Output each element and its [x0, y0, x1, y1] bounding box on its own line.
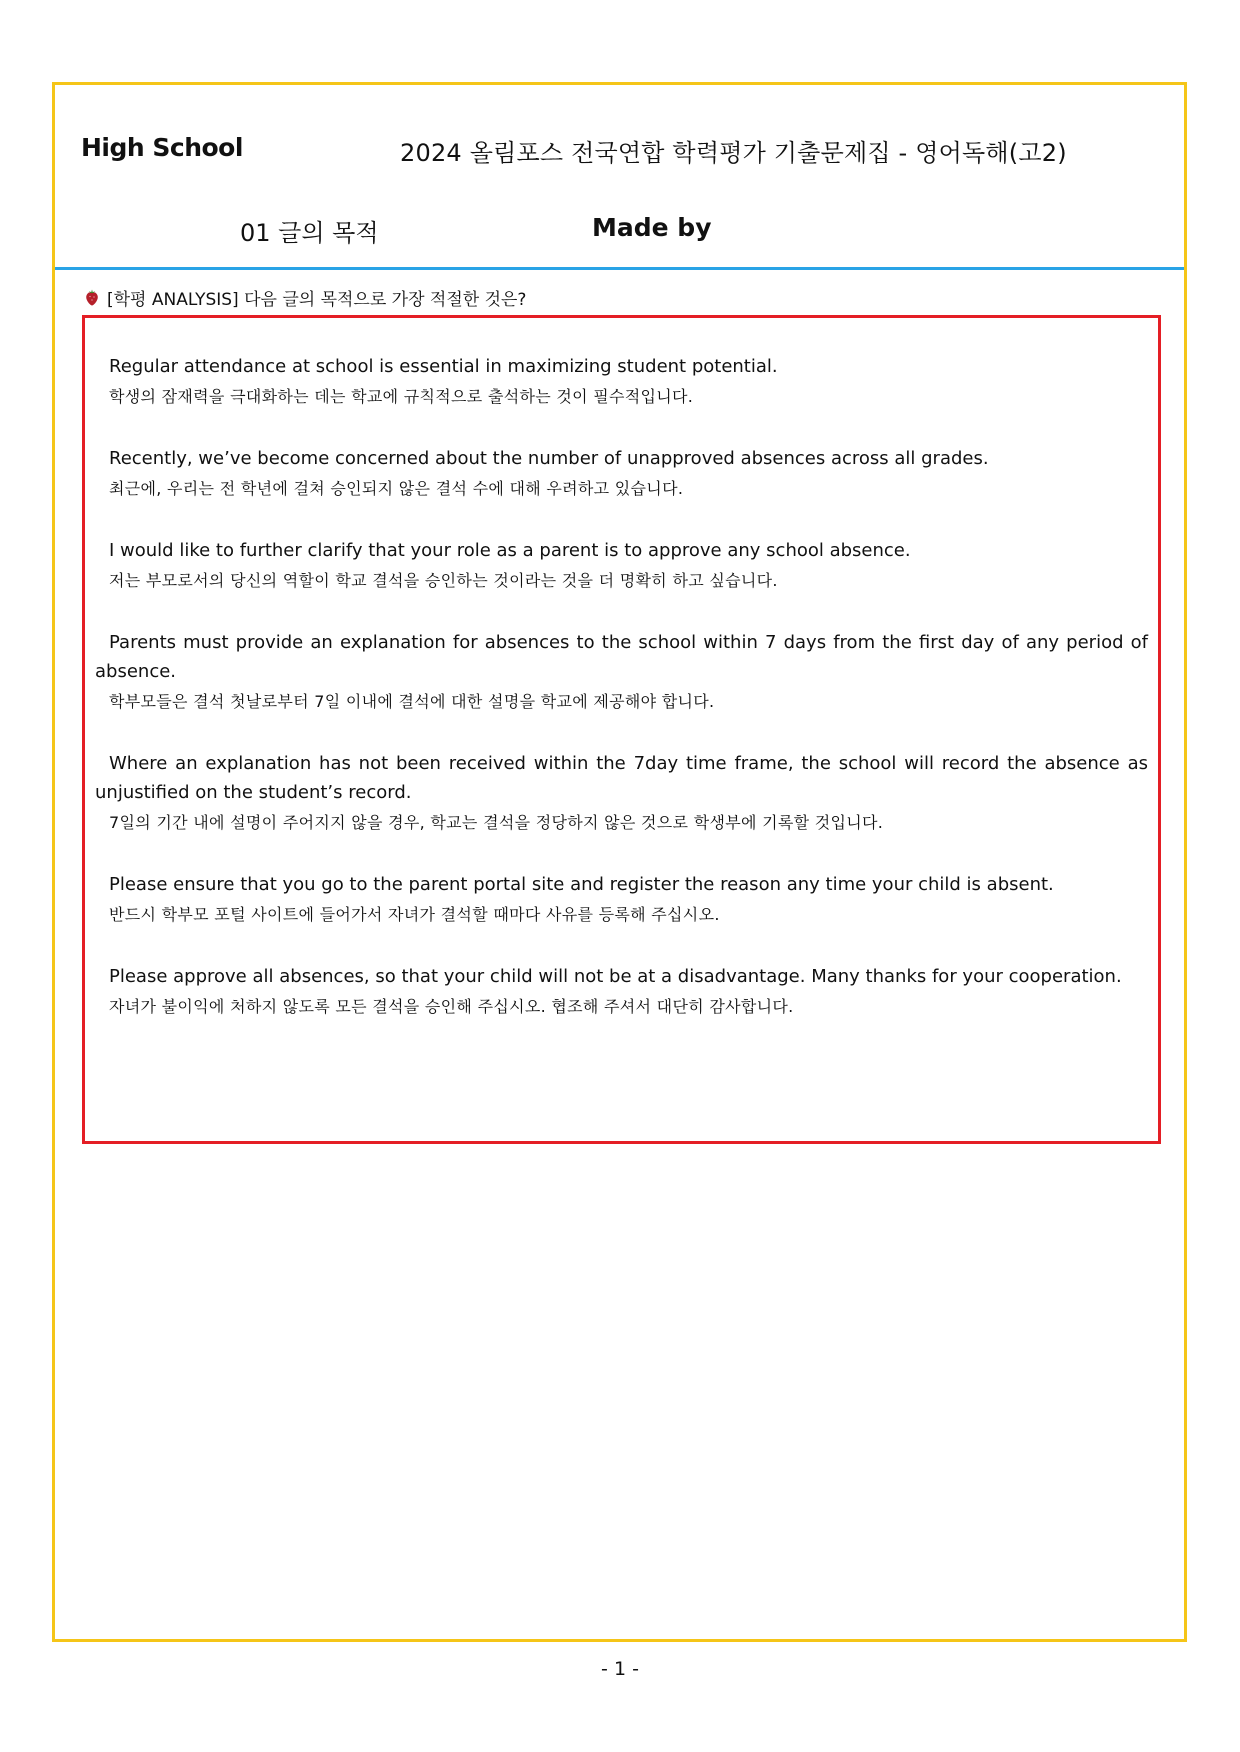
- korean-translation: 최근에, 우리는 전 학년에 걸쳐 승인되지 않은 결석 수에 대해 우려하고 있습니다.: [109, 479, 684, 498]
- sentence-pair: [95, 962, 1148, 1020]
- korean-translation: 학생의 잠재력을 극대화하는 데는 학교에 규칙적으로 출석하는 것이 필수적입니다.: [109, 387, 694, 406]
- sentence-pair: [95, 444, 1148, 502]
- made-by-label: Made by: [592, 213, 712, 242]
- english-sentence: Where an explanation has not been received within the 7day time frame, the school will record the absence as unjustified on the student’s record.: [95, 753, 1148, 803]
- sentence-pair: [95, 749, 1148, 836]
- korean-translation: 7일의 기간 내에 설명이 주어지지 않을 경우, 학교는 결석을 정당하지 않은 것으로 학생부에 기록할 것입니다.: [109, 813, 884, 832]
- book-title: 2024 올림포스 전국연합 학력평가 기출문제집 - 영어독해(고2): [400, 139, 1067, 167]
- korean-translation: 자녀가 불이익에 처하지 않도록 모든 결석을 승인해 주십시오. 협조해 주셔서 대단히 감사합니다.: [109, 997, 794, 1016]
- brand-label: High School: [81, 133, 243, 162]
- english-sentence: Please ensure that you go to the parent portal site and register the reason any time your child is absent.: [109, 874, 1054, 895]
- sentence-pair: [95, 628, 1148, 715]
- english-sentence: Parents must provide an explanation for absences to the school within 7 days from the first day of any period of absence.: [95, 632, 1148, 682]
- page-header: [55, 85, 1184, 270]
- question-text: [학평 ANALYSIS] 다음 글의 목적으로 가장 적절한 것은?: [107, 290, 527, 310]
- english-sentence: Please approve all absences, so that your child will not be at a disadvantage. Many thanks for your cooperation.: [109, 966, 1122, 987]
- chapter-title: 01 글의 목적: [240, 219, 379, 247]
- english-sentence: I would like to further clarify that your role as a parent is to approve any school absence.: [109, 540, 911, 561]
- sentence-pair: [95, 870, 1148, 928]
- strawberry-bullet-icon: [85, 289, 99, 306]
- korean-translation: 학부모들은 결석 첫날로부터 7일 이내에 결석에 대한 설명을 학교에 제공해야 합니다.: [109, 692, 715, 711]
- korean-translation: 반드시 학부모 포털 사이트에 들어가서 자녀가 결석할 때마다 사유를 등록해 주십시오.: [109, 905, 720, 924]
- page-frame: [52, 82, 1187, 1642]
- sentence-pair: [95, 352, 1148, 410]
- page-number: - 1 -: [601, 1658, 639, 1680]
- question-prompt: [85, 285, 526, 310]
- english-sentence: Regular attendance at school is essential in maximizing student potential.: [109, 356, 778, 377]
- sentence-pair: [95, 536, 1148, 594]
- passage-box: [82, 315, 1161, 1144]
- korean-translation: 저는 부모로서의 당신의 역할이 학교 결석을 승인하는 것이라는 것을 더 명확히 하고 싶습니다.: [109, 571, 778, 590]
- english-sentence: Recently, we’ve become concerned about the number of unapproved absences across all grades.: [109, 448, 989, 469]
